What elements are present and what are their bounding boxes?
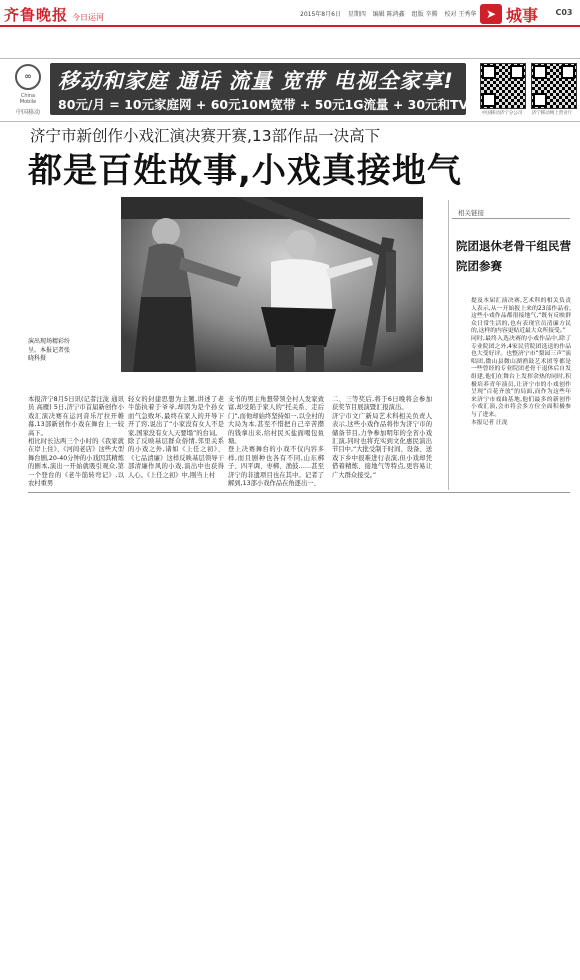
masthead-text: 齐鲁晚报 — [4, 6, 69, 24]
photo-caption: 演出现场精彩纷呈。本报记者张晓科摄 — [28, 338, 71, 362]
qr-code-icon — [531, 63, 577, 109]
sidebar-rule — [452, 218, 570, 219]
editor-credit: 编辑 陈鸿鑫 — [372, 11, 405, 18]
qr1-caption: 中国移动济宁分公司 — [481, 111, 523, 116]
header-rule — [0, 25, 580, 27]
page-number: C03 — [555, 8, 573, 17]
proofreader-credit: 校对 王秀华 — [444, 11, 477, 18]
stage-photo-image — [121, 197, 423, 372]
sidebar-label: 相关链接 — [458, 209, 484, 217]
sidebar-title: 院团退休老骨干组民营院团参赛 — [456, 239, 571, 273]
issue-date: 2015年8月6日 — [300, 11, 341, 18]
brand-cn: 中国移动 — [15, 109, 40, 116]
china-mobile-mark-icon: ∞ — [15, 64, 41, 90]
article-bottom-rule — [28, 492, 570, 493]
section-arrow-icon: ➤ — [480, 4, 502, 24]
section-name: 城事 — [506, 6, 539, 25]
masthead-sub: 今日运河 — [72, 13, 105, 22]
qr2-caption: 济宁移动网上营业厅 — [531, 111, 573, 116]
stage-photo — [121, 197, 423, 372]
article-column-3: 支书的男主角想带领全村人发家致富,却受陷于家人的“托关系、走后门”,而他却始终坚持如一,以全村的大局为本,甚至不惜把自己辛苦攒的钱拿出来,给村民买盐面喝包鱼塘。 登上决赛舞台的小戏不仅内容多样,而且剧种也各有不同,山东梆子、四平调、枣梆、渔鼓……甚至济宁的非遗项目也在其中。记者了解到,13部小戏作品在角逐出一、 — [228, 396, 324, 488]
sidebar-body: 提及本届汇演决赛,艺术科的相关负责人表示,从一开始报上来的23部作品看,这些小戏作品都很接地气,“既有反映群众日常生活的,也有表现官员清廉方民的,这样的内容更贴近最大众所接受。” 同时,最终入选决赛的小戏作品中,除了专业院团之外,4家民营院团选送的作品也大受好评。也整济宁市“梨园三声”演唱团,微山县微山湖渔鼓艺术团等都是一些曾经的专业院团老骨干退休后自发组建,他们在舞台上发挥余热的同时,积极培养青年演员,让济宁市的小戏创作呈现“百花齐放”的局面,而作为这些年来济宁市戏曲基地,他们最多的新创作小戏汇演,会市将会多方位全面积极参与了进来。 本报记者 汪泷 — [471, 298, 571, 426]
article-column-2: 轻女的封建思想为主题,讲述了老牛筋执着于爷爷,却因为是个孙女而气急败坏,最终在家人的开导下开了窍,说出了“小家没有女人不是家,国家没有女人天要塌”的台词。 除了反映基层群众俗情,邻里关系的小戏之外,诸如《上任之初》、《七品清廉》这样反映基层领导干部清廉作风的小戏,演出中也获得人心。《上任之初》中,刚当上村 — [128, 396, 224, 479]
sidebar-divider — [448, 200, 449, 490]
article-column-4: 二、三等奖后,将于6日晚将会参加获奖节目展演暨汇报演出。 济宁市文广新局艺术科相关负责人表示,这些小戏作品将作为济宁市的储备节目,力争参加明年的全省小戏汇演,同时也将充实到文化惠民演出节目中,“大批受制于时间、设备、送戏下乡中很难进行表演,但小戏却凭借着精炼、接地气等特点,更容易让广大群众接受。” — [332, 396, 432, 479]
issue-weekday: 星期四 — [347, 11, 366, 18]
qr-code-icon — [480, 63, 526, 109]
issue-meta — [300, 9, 481, 18]
article-column-1: 本报济宁8月5日讯(记者汪泷 通讯员 高雁) 5日,济宁市首届新创作小戏汇演决赛在运河音乐厅拉开帷幕,13部新创作小戏在舞台上一较高下。 相比时长达两三个小时的《我家就在岸上住》、《河间老店》这些大型舞台剧,20-40分钟的小戏因其精炼的剧本,演出一开始就吸引观众,第一个登台的《老牛筋转弯记》,以农村重男 — [28, 396, 124, 488]
article-headline: 都是百姓故事,小戏真接地气 — [28, 151, 462, 191]
designer-credit: 组版 辛腾 — [411, 11, 438, 18]
ad-slogan: 移动和家庭 通话 流量 宽带 电视全家享! — [58, 69, 454, 93]
brand-en: China Mobile — [19, 93, 37, 105]
article-kicker: 济宁市新创作小戏汇演决赛开赛,13部作品一决高下 — [30, 127, 381, 145]
ad-prices: 80元/月 = 10元家庭网 + 60元10M宽带 + 50元1G流量 + 30元和TV — [58, 97, 469, 112]
masthead-logo — [4, 4, 104, 25]
china-mobile-logo — [12, 62, 44, 116]
